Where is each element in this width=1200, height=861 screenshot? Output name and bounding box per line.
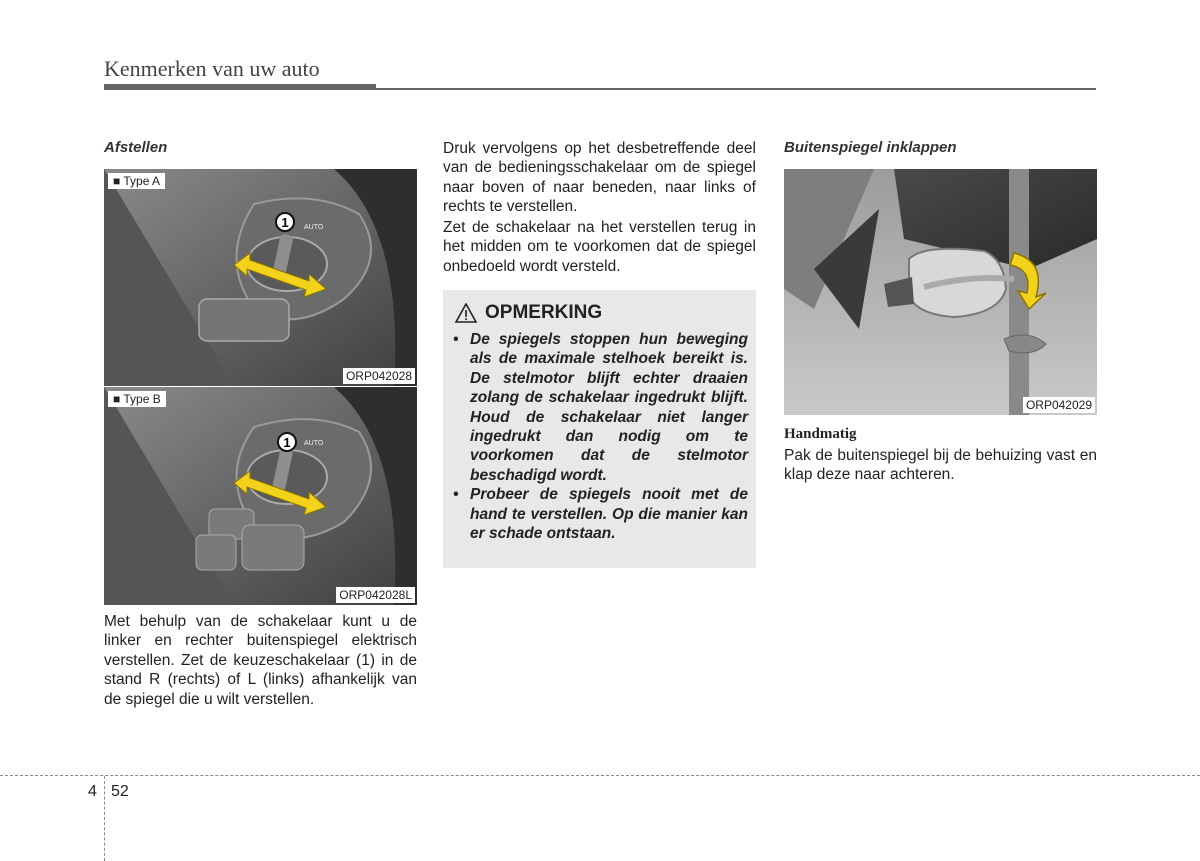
- svg-text:AUTO: AUTO: [304, 440, 324, 447]
- figure-code-a: ORP042028: [343, 368, 415, 384]
- middle-paragraph-1: Druk vervolgens op het desbetreffende deel van de bedieningsschakelaar om de spiegel naar boven of naar beneden, naar links of rechts te verstellen.: [443, 140, 756, 216]
- note-item-text: Probeer de spiegels nooit met de hand te verstellen. Op die manier kan er schade ontstaan.: [470, 486, 748, 543]
- mirror-switch-illustration-a: [104, 169, 417, 386]
- figure-type-b: [104, 387, 417, 605]
- callout-1-b: 1: [283, 435, 291, 450]
- middle-paragraph-2: Zet de schakelaar na het verstellen terug in het midden om te voorkomen dat de spiegel onbedoeld wordt versteld.: [443, 219, 756, 275]
- note-item-text: De spiegels stoppen hun beweging als de maximale stelhoek bereikt is. De stelmotor blijft echter draaien zolang de schakelaar ingedrukt blijft. Houd de schakelaar niet langer ingedrukt dan nodig om te voorkomen dat de stelmotor beschadigd wordt.: [470, 331, 748, 484]
- note-list: [453, 330, 748, 543]
- section-heading-inklappen: Buitenspiegel inklappen: [784, 139, 957, 156]
- subheading-handmatig: Handmatig: [784, 426, 857, 442]
- page-header-title: Kenmerken van uw auto: [104, 56, 320, 81]
- figure-tag-type-a: ■ Type A: [108, 173, 165, 189]
- note-heading: [455, 302, 602, 324]
- figure-mirror-fold: [784, 169, 1097, 415]
- note-box: [443, 290, 756, 568]
- figure-code-c: ORP042029: [1023, 397, 1095, 413]
- right-body-text: Pak de buitenspiegel bij de behuizing vast en klap deze naar achteren.: [784, 447, 1097, 484]
- section-heading-afstellen: Afstellen: [104, 139, 168, 156]
- note-item: • Probeer de spiegels nooit met de hand te verstellen. Op die manier kan er schade ontstaan.: [453, 486, 748, 543]
- footer-dashed-line: [0, 775, 1200, 776]
- callout-1-a: 1: [281, 215, 289, 230]
- footer-vertical-dashed-line: [104, 776, 105, 861]
- figure-code-b: ORP042028L: [336, 587, 415, 603]
- mirror-switch-illustration-b: [104, 387, 417, 605]
- page-number: 52: [111, 783, 129, 800]
- left-body-text: Met behulp van de schakelaar kunt u de linker en rechter buitenspiegel elektrisch verstellen. Zet de keuzeschakelaar (1) in de stand R (rechts) of L (links) afhankelijk van de spiegel die u wilt verstellen.: [104, 613, 417, 708]
- header-rule-thick: [104, 84, 376, 90]
- side-mirror-illustration: [784, 169, 1097, 415]
- header-rule-thin: [376, 88, 1096, 90]
- warning-icon: [455, 303, 477, 323]
- figure-type-a: [104, 169, 417, 386]
- note-title: OPMERKING: [485, 302, 603, 323]
- note-item: • De spiegels stoppen hun beweging als de maximale stelhoek bereikt is. De stelmotor blijft echter draaien zolang de schakelaar ingedrukt blijft. Houd de schakelaar niet langer ingedrukt dan nodig om te voorkomen dat de stelmotor beschadigd wordt.: [453, 331, 748, 484]
- svg-text:AUTO: AUTO: [304, 224, 324, 231]
- chapter-number: 4: [88, 783, 97, 800]
- figure-tag-type-b: ■ Type B: [108, 391, 166, 407]
